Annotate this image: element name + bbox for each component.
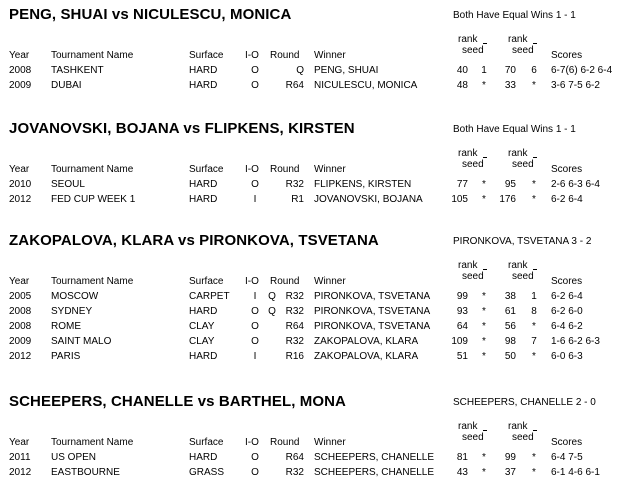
match-seed2-cell: *	[532, 179, 536, 190]
match-io-cell: I	[253, 291, 257, 302]
match-seed1-cell: *	[482, 351, 486, 362]
match-round-cell: R1	[291, 194, 304, 205]
match-io-cell: I	[253, 351, 257, 362]
seed-header: seed	[512, 45, 534, 56]
match-round-cell: R64	[285, 80, 304, 91]
match-seed1-cell: *	[482, 80, 486, 91]
match-seed2-cell: *	[532, 80, 536, 91]
match-io-cell: O	[251, 336, 259, 347]
match-rank2-cell: 70	[504, 65, 516, 76]
column-header-scores: Scores	[551, 50, 583, 61]
column-header-round: Round	[270, 437, 300, 448]
column-header-tournament: Tournament Name	[51, 276, 134, 287]
header-dash	[533, 43, 537, 44]
seed-header: seed	[512, 271, 534, 282]
match-seed1-cell: 1	[481, 65, 487, 76]
match-tournament-cell: MOSCOW	[51, 291, 99, 302]
rank-header: rank	[458, 148, 478, 159]
match-round-cell: R32	[285, 336, 304, 347]
column-header-surface: Surface	[189, 276, 224, 287]
match-rank2-cell: 61	[504, 306, 516, 317]
rank-header: rank	[508, 421, 528, 432]
match-rank2-cell: 99	[504, 452, 516, 463]
match-seed2-cell: *	[532, 321, 536, 332]
match-winner-cell: PIRONKOVA, TSVETANA	[314, 306, 431, 317]
column-header-year: Year	[9, 276, 30, 287]
header-dash	[533, 157, 537, 158]
match-winner-cell: ZAKOPALOVA, KLARA	[314, 336, 419, 347]
header-dash	[483, 157, 487, 158]
column-header-year: Year	[9, 164, 30, 175]
matchup-title: SCHEEPERS, CHANELLE vs BARTHEL, MONA	[9, 393, 346, 410]
match-scores-cell: 6-2 6-4	[551, 291, 583, 302]
match-surface-cell: HARD	[189, 65, 218, 76]
column-header-surface: Surface	[189, 164, 224, 175]
column-header-winner: Winner	[314, 50, 346, 61]
column-header-io: I-O	[245, 437, 259, 448]
match-surface-cell: CARPET	[189, 291, 230, 302]
match-scores-cell: 6-4 7-5	[551, 452, 583, 463]
column-header-io: I-O	[245, 50, 259, 61]
match-tournament-cell: US OPEN	[51, 452, 97, 463]
matchup-summary: Both Have Equal Wins 1 - 1	[453, 124, 576, 135]
column-header-year: Year	[9, 437, 30, 448]
seed-header: seed	[512, 432, 534, 443]
match-scores-cell: 3-6 7-5 6-2	[551, 80, 600, 91]
match-winner-cell: ZAKOPALOVA, KLARA	[314, 351, 419, 362]
rank-header: rank	[508, 34, 528, 45]
match-rank2-cell: 33	[504, 80, 516, 91]
match-seed2-cell: *	[532, 351, 536, 362]
header-dash	[483, 430, 487, 431]
match-surface-cell: HARD	[189, 306, 218, 317]
match-q-cell: Q	[268, 306, 276, 317]
match-year-cell: 2008	[9, 65, 32, 76]
match-rank1-cell: 93	[456, 306, 468, 317]
match-scores-cell: 6-4 6-2	[551, 321, 583, 332]
rank-header: rank	[508, 260, 528, 271]
header-dash	[483, 269, 487, 270]
match-scores-cell: 1-6 6-2 6-3	[551, 336, 600, 347]
rank-header: rank	[508, 148, 528, 159]
column-header-round: Round	[270, 164, 300, 175]
match-rank1-cell: 81	[456, 452, 468, 463]
match-seed2-cell: *	[532, 467, 536, 478]
match-seed2-cell: 7	[531, 336, 537, 347]
match-round-cell: R64	[285, 452, 304, 463]
match-year-cell: 2008	[9, 321, 32, 332]
match-scores-cell: 2-6 6-3 6-4	[551, 179, 600, 190]
match-tournament-cell: DUBAI	[51, 80, 82, 91]
match-tournament-cell: SEOUL	[51, 179, 85, 190]
column-header-winner: Winner	[314, 276, 346, 287]
match-scores-cell: 6-2 6-4	[551, 194, 583, 205]
column-header-tournament: Tournament Name	[51, 164, 134, 175]
match-surface-cell: HARD	[189, 351, 218, 362]
header-dash	[533, 430, 537, 431]
match-surface-cell: HARD	[189, 179, 218, 190]
match-year-cell: 2012	[9, 467, 32, 478]
column-header-round: Round	[270, 276, 300, 287]
column-header-round: Round	[270, 50, 300, 61]
match-winner-cell: FLIPKENS, KIRSTEN	[314, 179, 412, 190]
match-seed2-cell: 1	[531, 291, 537, 302]
match-surface-cell: CLAY	[189, 321, 215, 332]
match-io-cell: I	[253, 194, 257, 205]
column-header-winner: Winner	[314, 437, 346, 448]
match-round-cell: R32	[285, 306, 304, 317]
match-year-cell: 2009	[9, 80, 32, 91]
match-year-cell: 2005	[9, 291, 32, 302]
match-tournament-cell: PARIS	[51, 351, 81, 362]
match-tournament-cell: ROME	[51, 321, 81, 332]
match-tournament-cell: EASTBOURNE	[51, 467, 120, 478]
match-rank2-cell: 50	[504, 351, 516, 362]
match-seed2-cell: *	[532, 194, 536, 205]
match-seed1-cell: *	[482, 452, 486, 463]
header-dash	[533, 269, 537, 270]
column-header-scores: Scores	[551, 437, 583, 448]
match-io-cell: O	[251, 321, 259, 332]
matchup-summary: Both Have Equal Wins 1 - 1	[453, 10, 576, 21]
match-seed2-cell: 8	[531, 306, 537, 317]
match-winner-cell: PIRONKOVA, TSVETANA	[314, 321, 431, 332]
match-winner-cell: PENG, SHUAI	[314, 65, 379, 76]
match-round-cell: Q	[296, 65, 304, 76]
rank-header: rank	[458, 34, 478, 45]
match-round-cell: R32	[285, 179, 304, 190]
match-round-cell: R64	[285, 321, 304, 332]
match-winner-cell: SCHEEPERS, CHANELLE	[314, 467, 435, 478]
match-rank1-cell: 64	[456, 321, 468, 332]
matchup-title: ZAKOPALOVA, KLARA vs PIRONKOVA, TSVETANA	[9, 232, 379, 249]
match-rank2-cell: 176	[499, 194, 516, 205]
match-scores-cell: 6-7(6) 6-2 6-4	[551, 65, 613, 76]
match-surface-cell: HARD	[189, 194, 218, 205]
seed-header: seed	[462, 45, 484, 56]
column-header-winner: Winner	[314, 164, 346, 175]
column-header-year: Year	[9, 50, 30, 61]
match-rank1-cell: 48	[456, 80, 468, 91]
match-year-cell: 2012	[9, 194, 32, 205]
match-surface-cell: CLAY	[189, 336, 215, 347]
match-year-cell: 2009	[9, 336, 32, 347]
match-round-cell: R32	[285, 291, 304, 302]
match-seed1-cell: *	[482, 306, 486, 317]
match-io-cell: O	[251, 452, 259, 463]
match-rank2-cell: 98	[504, 336, 516, 347]
match-tournament-cell: SYDNEY	[51, 306, 93, 317]
match-seed1-cell: *	[482, 194, 486, 205]
match-seed1-cell: *	[482, 467, 486, 478]
match-winner-cell: NICULESCU, MONICA	[314, 80, 418, 91]
match-rank2-cell: 56	[504, 321, 516, 332]
match-rank1-cell: 77	[456, 179, 468, 190]
match-rank2-cell: 37	[504, 467, 516, 478]
column-header-tournament: Tournament Name	[51, 50, 134, 61]
match-seed2-cell: 6	[531, 65, 537, 76]
column-header-scores: Scores	[551, 164, 583, 175]
match-surface-cell: HARD	[189, 80, 218, 91]
matchup-title: JOVANOVSKI, BOJANA vs FLIPKENS, KIRSTEN	[9, 120, 355, 137]
column-header-io: I-O	[245, 276, 259, 287]
match-seed1-cell: *	[482, 179, 486, 190]
match-seed1-cell: *	[482, 291, 486, 302]
match-scores-cell: 6-1 4-6 6-1	[551, 467, 600, 478]
match-io-cell: O	[251, 306, 259, 317]
header-dash	[483, 43, 487, 44]
match-seed2-cell: *	[532, 452, 536, 463]
seed-header: seed	[462, 159, 484, 170]
seed-header: seed	[462, 432, 484, 443]
match-year-cell: 2010	[9, 179, 32, 190]
match-tournament-cell: SAINT MALO	[51, 336, 112, 347]
match-year-cell: 2008	[9, 306, 32, 317]
match-rank1-cell: 99	[456, 291, 468, 302]
match-rank1-cell: 51	[456, 351, 468, 362]
seed-header: seed	[512, 159, 534, 170]
column-header-surface: Surface	[189, 437, 224, 448]
match-winner-cell: JOVANOVSKI, BOJANA	[314, 194, 423, 205]
match-rank1-cell: 109	[451, 336, 468, 347]
column-header-io: I-O	[245, 164, 259, 175]
match-tournament-cell: FED CUP WEEK 1	[51, 194, 136, 205]
rank-header: rank	[458, 421, 478, 432]
match-scores-cell: 6-0 6-3	[551, 351, 583, 362]
match-rank2-cell: 38	[504, 291, 516, 302]
match-round-cell: R32	[285, 467, 304, 478]
match-io-cell: O	[251, 179, 259, 190]
match-io-cell: O	[251, 65, 259, 76]
rank-header: rank	[458, 260, 478, 271]
match-round-cell: R16	[285, 351, 304, 362]
match-seed1-cell: *	[482, 336, 486, 347]
match-year-cell: 2012	[9, 351, 32, 362]
match-scores-cell: 6-2 6-0	[551, 306, 583, 317]
match-rank1-cell: 43	[456, 467, 468, 478]
match-q-cell: Q	[268, 291, 276, 302]
match-io-cell: O	[251, 467, 259, 478]
column-header-tournament: Tournament Name	[51, 437, 134, 448]
match-rank2-cell: 95	[504, 179, 516, 190]
matchup-summary: PIRONKOVA, TSVETANA 3 - 2	[453, 236, 592, 247]
column-header-scores: Scores	[551, 276, 583, 287]
match-seed1-cell: *	[482, 321, 486, 332]
match-year-cell: 2011	[9, 452, 31, 463]
match-winner-cell: PIRONKOVA, TSVETANA	[314, 291, 431, 302]
match-winner-cell: SCHEEPERS, CHANELLE	[314, 452, 435, 463]
match-io-cell: O	[251, 80, 259, 91]
match-rank1-cell: 105	[451, 194, 468, 205]
match-rank1-cell: 40	[456, 65, 468, 76]
column-header-surface: Surface	[189, 50, 224, 61]
seed-header: seed	[462, 271, 484, 282]
matchup-summary: SCHEEPERS, CHANELLE 2 - 0	[453, 397, 596, 408]
match-tournament-cell: TASHKENT	[51, 65, 104, 76]
match-surface-cell: HARD	[189, 452, 218, 463]
match-surface-cell: GRASS	[189, 467, 225, 478]
matchup-title: PENG, SHUAI vs NICULESCU, MONICA	[9, 6, 292, 23]
